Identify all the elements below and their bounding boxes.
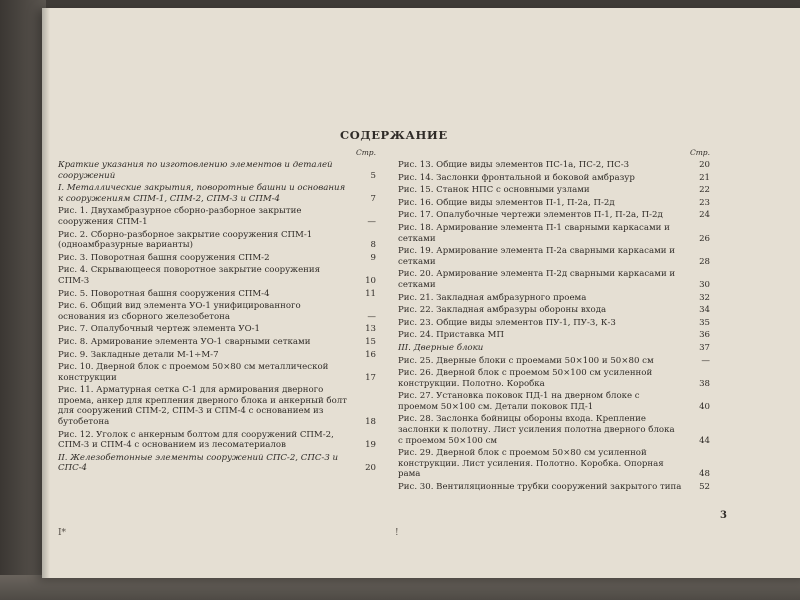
toc-entry-text: Рис. 26. Дверной блок с проемом 50×100 см усиленной конструкции. Полотно. Коробка bbox=[398, 368, 653, 389]
toc-entry-page: 26 bbox=[699, 233, 710, 244]
toc-column-right bbox=[398, 148, 710, 493]
toc-entry-text: Рис. 23. Общие виды элементов ПУ-1, ПУ-3, К-3 bbox=[398, 317, 616, 328]
toc-entry-page: 23 bbox=[699, 197, 710, 208]
toc-entry-page: — bbox=[701, 355, 710, 366]
toc-left-entries bbox=[58, 160, 376, 474]
toc-entry bbox=[58, 301, 376, 322]
toc-entry-text: Рис. 11. Арматурная сетка С-1 для армирования дверного проема, анкер для крепления дверного блока и анкерный болт для сооружений СПМ-2, СПМ-3 и СПМ-4 с основанием из бутобетона bbox=[58, 385, 347, 428]
toc-entry bbox=[398, 223, 710, 244]
toc-entry-page: 5 bbox=[370, 170, 376, 181]
toc-entry bbox=[58, 253, 376, 264]
toc-entry bbox=[58, 160, 376, 181]
toc-entry-page: 21 bbox=[699, 172, 710, 183]
toc-entry-text: Рис. 22. Закладная амбразуры обороны входа bbox=[398, 305, 607, 316]
toc-entry-page: 24 bbox=[699, 210, 710, 221]
toc-entry-text: III. Дверные блоки bbox=[398, 342, 484, 353]
toc-entry-page: — bbox=[367, 216, 376, 227]
toc-entry-page: 48 bbox=[699, 469, 710, 480]
toc-entry bbox=[58, 362, 376, 383]
toc-entry-text: Рис. 7. Опалубочный чертеж элемента УО-1 bbox=[58, 324, 261, 335]
toc-entry-page: 9 bbox=[370, 252, 376, 263]
toc-entry bbox=[398, 368, 710, 389]
toc-entry-page: 52 bbox=[699, 482, 710, 493]
toc-entry-text: Рис. 14. Заслонки фронтальной и боковой амбразур bbox=[398, 172, 635, 183]
toc-entry-text: Рис. 16. Общие виды элементов П-1, П-2а, П-2д bbox=[398, 197, 615, 208]
toc-entry bbox=[398, 246, 710, 267]
toc-entry bbox=[398, 482, 710, 493]
toc-entry-text: Рис. 13. Общие виды элементов ПС-1а, ПС-2, ПС-3 bbox=[398, 160, 630, 170]
toc-entry bbox=[58, 183, 376, 204]
toc-entry bbox=[58, 430, 376, 451]
toc-entry bbox=[398, 160, 710, 171]
toc-entry-text: Рис. 27. Установка поковок ПД-1 на дверном блоке с проемом 50×100 см. Детали поковок ПД-1 bbox=[398, 391, 640, 412]
desk-background-bottom bbox=[0, 575, 800, 600]
toc-entry-page: 19 bbox=[365, 440, 376, 451]
page-spine-shadow bbox=[42, 8, 50, 578]
bottom-mid-mark: ! bbox=[395, 528, 399, 538]
toc-entry-text: Рис. 9. Закладные детали М-1÷М-7 bbox=[58, 349, 219, 360]
toc-entry-page: 35 bbox=[699, 317, 710, 328]
toc-column-left bbox=[58, 148, 376, 474]
toc-entry bbox=[398, 318, 710, 329]
toc-entry-text: Рис. 30. Вентиляционные трубки сооружений закрытого типа bbox=[398, 482, 682, 493]
toc-entry-page: 37 bbox=[699, 342, 710, 353]
toc-entry-text: Рис. 17. Опалубочные чертежи элементов П-1, П-2а, П-2д bbox=[398, 210, 663, 221]
toc-right-page-header: Стр. bbox=[689, 148, 710, 157]
toc-entry-page: 10 bbox=[365, 275, 376, 286]
toc-entry-text: Рис. 4. Скрывающееся поворотное закрытие сооружения СПМ-3 bbox=[58, 265, 321, 286]
toc-entry-page: 44 bbox=[699, 435, 710, 446]
toc-entry-text: II. Железобетонные элементы сооружений СПС-2, СПС-3 и СПС-4 bbox=[58, 452, 339, 474]
page-number: 3 bbox=[720, 510, 727, 521]
toc-entry-page: 13 bbox=[365, 324, 376, 335]
toc-entry-page: 8 bbox=[370, 240, 376, 251]
toc-entry bbox=[398, 343, 710, 354]
toc-entry-page: 18 bbox=[365, 417, 376, 428]
toc-entry-page: — bbox=[367, 311, 376, 322]
toc-entry-text: Рис. 20. Армирование элемента П-2д сварными каркасами и сетками bbox=[398, 269, 676, 290]
toc-entry-text: Рис. 2. Сборно-разборное закрытие сооружения СПМ-1 (однoамбразурные варианты) bbox=[58, 229, 313, 251]
toc-entry-text: Рис. 21. Закладная амбразурного проема bbox=[398, 292, 587, 303]
toc-entry-text: Рис. 25. Дверные блоки с проемами 50×100 и 50×80 см bbox=[398, 355, 654, 366]
toc-entry-page: 36 bbox=[699, 330, 710, 341]
toc-entry-text: Рис. 15. Станок НПС с основными узлами bbox=[398, 185, 590, 196]
toc-entry-text: Рис. 10. Дверной блок с проемом 50×80 см металлической конструкции bbox=[58, 362, 329, 383]
toc-entry-page: 40 bbox=[699, 401, 710, 412]
toc-entry bbox=[398, 305, 710, 316]
desk-background-left bbox=[0, 0, 46, 600]
toc-entry-page: 22 bbox=[699, 185, 710, 196]
toc-entry bbox=[398, 185, 710, 196]
toc-entry bbox=[58, 324, 376, 335]
toc-entry bbox=[58, 350, 376, 361]
toc-entry bbox=[58, 453, 376, 474]
toc-entry bbox=[58, 265, 376, 286]
toc-entry bbox=[398, 414, 710, 446]
toc-entry-page: 11 bbox=[365, 288, 376, 299]
toc-entry-text: Рис. 3. Поворотная башня сооружения СПМ-2 bbox=[58, 252, 270, 263]
toc-entry-text: Рис. 19. Армирование элемента П-2а сварными каркасами и сетками bbox=[398, 246, 675, 267]
toc-entry bbox=[398, 330, 710, 341]
toc-entry-text: Рис. 12. Уголок с анкерным болтом для сооружений СПМ-2, СПМ-3 и СПМ-4 с основанием из лесоматериалов bbox=[58, 429, 334, 451]
toc-entry bbox=[398, 210, 710, 221]
toc-entry-text: Рис. 1. Двухамбразурное сборно-разборное закрытие сооружения СПМ-1 bbox=[58, 206, 302, 227]
toc-entry-text: Рис. 6. Общий вид элемента УО-1 унифицированного основания из сборного железобетона bbox=[58, 301, 301, 322]
toc-entry bbox=[398, 293, 710, 304]
toc-entry bbox=[398, 356, 710, 367]
toc-entry bbox=[398, 448, 710, 480]
toc-entry-page: 32 bbox=[699, 292, 710, 303]
page-title: СОДЕРЖАНИЕ bbox=[340, 128, 448, 142]
toc-entry bbox=[398, 198, 710, 209]
toc-entry-page: 34 bbox=[699, 305, 710, 316]
toc-entry-page: 38 bbox=[699, 378, 710, 389]
toc-entry bbox=[398, 173, 710, 184]
toc-entry-page: 7 bbox=[370, 193, 376, 204]
toc-entry bbox=[58, 337, 376, 348]
toc-entry-text: Краткие указания по изготовлению элементов и деталей сооружений bbox=[58, 160, 333, 181]
toc-entry-text: Рис. 5. Поворотная башня сооружения СПМ-4 bbox=[58, 288, 270, 299]
toc-entry-page: 30 bbox=[699, 279, 710, 290]
toc-left-page-header: Стр. bbox=[355, 148, 376, 157]
toc-entry-text: I. Металлические закрытия, поворотные башни и основания к сооружениям СПМ-1, СПМ-2, СПМ-3 и СПМ-4 bbox=[58, 183, 346, 204]
toc-entry-text: Рис. 24. Приставка МП bbox=[398, 330, 504, 341]
toc-entry-page: 20 bbox=[365, 463, 376, 474]
toc-entry-page: 15 bbox=[365, 336, 376, 347]
toc-entry-page: 17 bbox=[365, 372, 376, 383]
toc-entry-text: Рис. 28. Заслонка бойницы обороны входа. Крепление заслонки к полотну. Лист усиления полотна дверного блока с проемом 50×100 см bbox=[398, 414, 675, 446]
toc-entry bbox=[58, 230, 376, 251]
toc-entry-text: Рис. 29. Дверной блок с проемом 50×80 см усиленной конструкции. Лист усиления. Полотно. Коробка. Опорная рама bbox=[398, 448, 664, 480]
bottom-left-mark: I* bbox=[58, 528, 67, 538]
toc-entry-text: Рис. 8. Армирование элемента УО-1 сварными сетками bbox=[58, 336, 311, 347]
toc-entry-page: 16 bbox=[365, 349, 376, 360]
toc-entry bbox=[58, 206, 376, 227]
toc-entry bbox=[398, 269, 710, 290]
toc-right-entries bbox=[398, 160, 710, 493]
toc-entry bbox=[58, 289, 376, 300]
toc-entry bbox=[58, 385, 376, 427]
toc-entry-page: 20 bbox=[699, 160, 710, 170]
toc-entry-page: 28 bbox=[699, 256, 710, 267]
toc-entry-text: Рис. 18. Армирование элемента П-1 сварными каркасами и сетками bbox=[398, 222, 670, 244]
toc-entry bbox=[398, 391, 710, 412]
